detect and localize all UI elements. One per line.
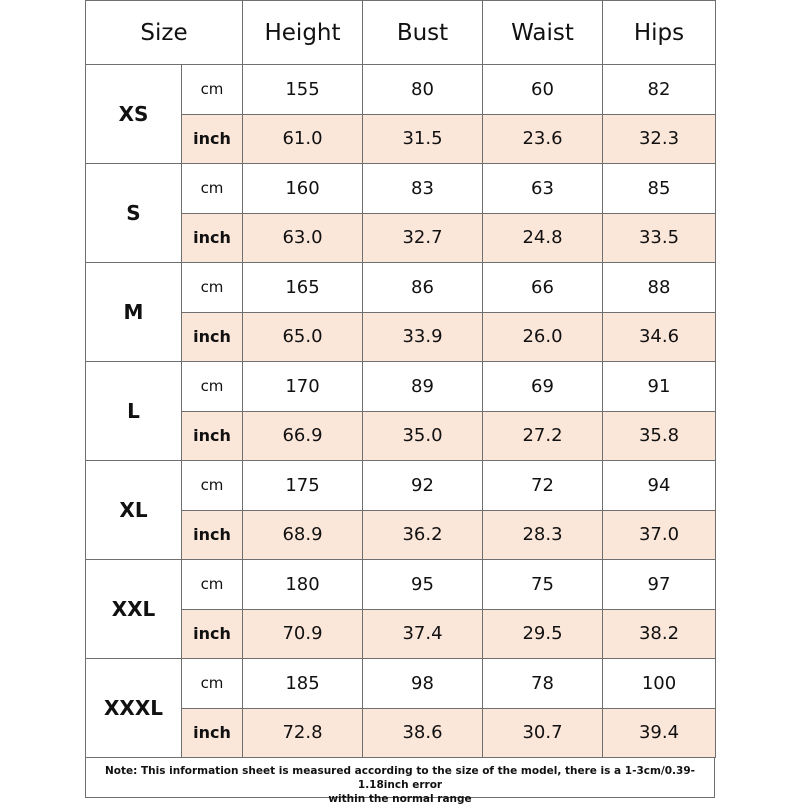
cell-xxxl-inch-hips: 39.4 xyxy=(603,708,716,758)
cell-xxxl-cm-bust: 98 xyxy=(363,659,483,709)
cell-s-cm-waist: 63 xyxy=(483,164,603,214)
cell-xxl-inch-bust: 37.4 xyxy=(363,609,483,659)
cell-xl-cm-height: 175 xyxy=(243,461,363,511)
cell-l-cm-bust: 89 xyxy=(363,362,483,412)
cell-m-inch-bust: 33.9 xyxy=(363,312,483,362)
cell-m-cm-waist: 66 xyxy=(483,263,603,313)
cell-xxxl-cm-waist: 78 xyxy=(483,659,603,709)
cell-l-cm-height: 170 xyxy=(243,362,363,412)
cell-xxl-cm-height: 180 xyxy=(243,560,363,610)
unit-label-cm: cm xyxy=(182,461,243,511)
size-row-xs-cm xyxy=(86,65,716,115)
note-line-2: within the normal range xyxy=(328,793,472,805)
unit-label-cm: cm xyxy=(182,263,243,313)
unit-label-cm: cm xyxy=(182,659,243,709)
cell-xs-cm-hips: 82 xyxy=(603,65,716,115)
size-row-xxxl-cm xyxy=(86,659,716,709)
column-header-height: Height xyxy=(243,1,363,65)
cell-m-cm-hips: 88 xyxy=(603,263,716,313)
size-label-s: S xyxy=(86,164,182,263)
size-chart xyxy=(85,0,715,805)
cell-s-inch-hips: 33.5 xyxy=(603,213,716,263)
unit-label-cm: cm xyxy=(182,65,243,115)
cell-xs-inch-hips: 32.3 xyxy=(603,114,716,164)
cell-s-cm-hips: 85 xyxy=(603,164,716,214)
cell-xl-cm-hips: 94 xyxy=(603,461,716,511)
cell-s-inch-bust: 32.7 xyxy=(363,213,483,263)
size-row-xxl-cm xyxy=(86,560,716,610)
size-label-l: L xyxy=(86,362,182,461)
unit-label-inch: inch xyxy=(182,411,243,461)
unit-label-inch: inch xyxy=(182,708,243,758)
measurement-note xyxy=(85,758,715,805)
unit-label-inch: inch xyxy=(182,213,243,263)
cell-xxl-inch-height: 70.9 xyxy=(243,609,363,659)
cell-xs-cm-bust: 80 xyxy=(363,65,483,115)
unit-label-inch: inch xyxy=(182,312,243,362)
cell-xs-inch-bust: 31.5 xyxy=(363,114,483,164)
cell-m-cm-height: 165 xyxy=(243,263,363,313)
cell-s-cm-height: 160 xyxy=(243,164,363,214)
column-header-bust: Bust xyxy=(363,1,483,65)
cell-xxxl-inch-height: 72.8 xyxy=(243,708,363,758)
cell-xxl-inch-waist: 29.5 xyxy=(483,609,603,659)
cell-xs-inch-waist: 23.6 xyxy=(483,114,603,164)
cell-xxl-cm-waist: 75 xyxy=(483,560,603,610)
size-label-xxl: XXL xyxy=(86,560,182,659)
cell-xl-cm-waist: 72 xyxy=(483,461,603,511)
unit-label-inch: inch xyxy=(182,510,243,560)
column-header-waist: Waist xyxy=(483,1,603,65)
cell-xxxl-cm-hips: 100 xyxy=(603,659,716,709)
cell-m-inch-hips: 34.6 xyxy=(603,312,716,362)
cell-xxl-inch-hips: 38.2 xyxy=(603,609,716,659)
cell-xl-inch-hips: 37.0 xyxy=(603,510,716,560)
cell-xl-cm-bust: 92 xyxy=(363,461,483,511)
note-line-1: Note: This information sheet is measured according to the size of the model, there is a 1-3cm/0.39-1.18inch error xyxy=(104,765,696,791)
unit-label-inch: inch xyxy=(182,114,243,164)
size-row-xl-cm xyxy=(86,461,716,511)
cell-xxl-cm-bust: 95 xyxy=(363,560,483,610)
size-label-m: M xyxy=(86,263,182,362)
cell-xs-inch-height: 61.0 xyxy=(243,114,363,164)
cell-s-cm-bust: 83 xyxy=(363,164,483,214)
cell-l-cm-hips: 91 xyxy=(603,362,716,412)
size-label-xs: XS xyxy=(86,65,182,164)
cell-l-inch-hips: 35.8 xyxy=(603,411,716,461)
cell-l-inch-bust: 35.0 xyxy=(363,411,483,461)
cell-l-inch-height: 66.9 xyxy=(243,411,363,461)
header-row xyxy=(86,1,716,65)
cell-l-cm-waist: 69 xyxy=(483,362,603,412)
size-label-xxxl: XXXL xyxy=(86,659,182,758)
cell-m-inch-height: 65.0 xyxy=(243,312,363,362)
size-table xyxy=(85,0,716,758)
unit-label-cm: cm xyxy=(182,164,243,214)
cell-xs-cm-height: 155 xyxy=(243,65,363,115)
size-row-s-cm xyxy=(86,164,716,214)
cell-l-inch-waist: 27.2 xyxy=(483,411,603,461)
cell-xxl-cm-hips: 97 xyxy=(603,560,716,610)
unit-label-cm: cm xyxy=(182,560,243,610)
size-title: Size xyxy=(86,1,243,65)
cell-m-cm-bust: 86 xyxy=(363,263,483,313)
cell-xxxl-inch-waist: 30.7 xyxy=(483,708,603,758)
cell-xl-inch-bust: 36.2 xyxy=(363,510,483,560)
cell-s-inch-height: 63.0 xyxy=(243,213,363,263)
size-row-m-cm xyxy=(86,263,716,313)
cell-xs-cm-waist: 60 xyxy=(483,65,603,115)
column-header-hips: Hips xyxy=(603,1,716,65)
cell-xxxl-cm-height: 185 xyxy=(243,659,363,709)
cell-xl-inch-height: 68.9 xyxy=(243,510,363,560)
cell-m-inch-waist: 26.0 xyxy=(483,312,603,362)
size-label-xl: XL xyxy=(86,461,182,560)
unit-label-cm: cm xyxy=(182,362,243,412)
size-row-l-cm xyxy=(86,362,716,412)
cell-xxxl-inch-bust: 38.6 xyxy=(363,708,483,758)
cell-xl-inch-waist: 28.3 xyxy=(483,510,603,560)
cell-s-inch-waist: 24.8 xyxy=(483,213,603,263)
unit-label-inch: inch xyxy=(182,609,243,659)
